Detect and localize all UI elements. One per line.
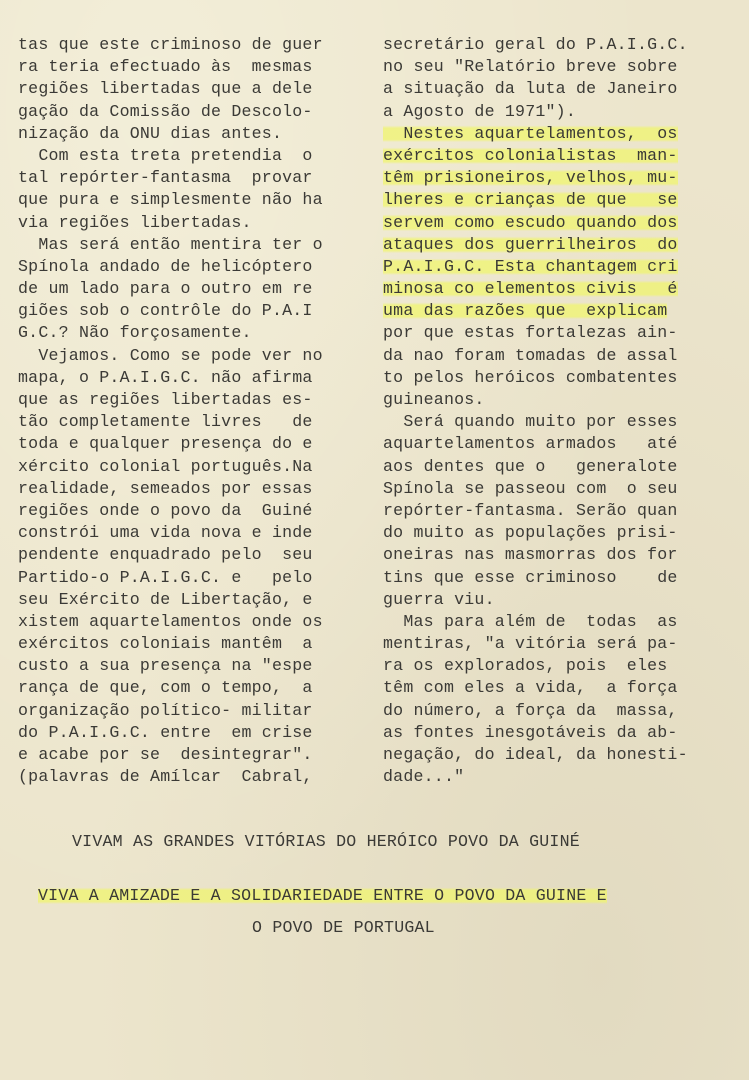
left-column-line — [18, 766, 368, 788]
left-column-line — [18, 456, 368, 478]
left-column-line — [18, 700, 368, 722]
left-column-line — [18, 56, 368, 78]
left-text-column — [18, 34, 368, 788]
left-column-line — [18, 300, 368, 322]
right-column-line-text: guerra viu. — [383, 589, 495, 609]
right-column-line-text: no seu "Relatório breve sobre — [383, 57, 678, 77]
left-column-line — [18, 167, 368, 189]
right-column-line-text: do muito as populações prisi- — [383, 523, 678, 543]
left-column-line — [18, 478, 368, 500]
right-column-line — [383, 522, 735, 544]
right-column-line — [383, 256, 735, 278]
right-column-line-text: ataques dos guerrilheiros do — [383, 234, 678, 254]
left-column-line-text: xército colonial português.Na — [18, 456, 313, 476]
left-column-line-text: constrói uma vida nova e inde — [18, 523, 313, 543]
left-column-line-text: gação da Comissão de Descolo- — [18, 101, 313, 121]
left-column-line-text: mapa, o P.A.I.G.C. não afirma — [18, 367, 313, 387]
right-column-line-text: repórter-fantasma. Serão quan — [383, 500, 678, 520]
left-column-line-text: ra teria efectuado às mesmas — [18, 57, 313, 77]
right-column-line — [383, 655, 735, 677]
left-column-line-text: realidade, semeados por essas — [18, 478, 313, 498]
right-column-line-text: a situação da luta de Janeiro — [383, 79, 678, 99]
right-column-line — [383, 278, 735, 300]
right-column-line-text: aquartelamentos armados até — [383, 434, 678, 454]
right-column-line-text: do número, a força da massa, — [383, 700, 678, 720]
right-column-line-text: por que estas fortalezas ain- — [383, 323, 678, 343]
left-column-line-text: xistem aquartelamentos onde os — [18, 611, 323, 631]
right-column-line-text: tins que esse criminoso de — [383, 567, 678, 587]
left-column-line-text: custo a sua presença na "espe — [18, 656, 313, 676]
right-column-line-text: Nestes aquartelamentos, os — [383, 123, 678, 143]
right-column-line — [383, 78, 735, 100]
right-column-line-text: to pelos heróicos combatentes — [383, 367, 678, 387]
left-column-line-text: tão completamente livres de — [18, 412, 313, 432]
right-column-line-text: P.A.I.G.C. Esta chantagem cri — [383, 256, 678, 276]
left-column-line — [18, 522, 368, 544]
left-column-line — [18, 611, 368, 633]
left-column-line-text: do P.A.I.G.C. entre em crise — [18, 722, 313, 742]
right-column-line-text: minosa co elementos civis é — [383, 279, 678, 299]
left-column-line-text: regiões libertadas que a dele — [18, 79, 313, 99]
left-column-line-text: seu Exército de Libertação, e — [18, 589, 313, 609]
right-column-line — [383, 56, 735, 78]
right-column-line — [383, 367, 735, 389]
left-column-line-text: Mas será então mentira ter o — [18, 234, 323, 254]
right-column-line — [383, 189, 735, 211]
left-column-line-text: Spínola andado de helicóptero — [18, 256, 313, 276]
right-column-line — [383, 544, 735, 566]
right-column-line-text: as fontes inesgotáveis da ab- — [383, 722, 678, 742]
right-column-line-text: dade..." — [383, 767, 465, 787]
left-column-line-text: tas que este criminoso de guer — [18, 35, 323, 54]
slogan-line-3: O POVO DE PORTUGAL — [252, 918, 435, 937]
left-column-line — [18, 145, 368, 167]
right-column-line-text: oneiras nas masmorras dos for — [383, 545, 678, 565]
left-column-line — [18, 367, 368, 389]
right-column-line — [383, 677, 735, 699]
right-column-line — [383, 145, 735, 167]
right-column-line-text: mentiras, "a vitória será pa- — [383, 634, 678, 654]
left-column-line — [18, 722, 368, 744]
left-column-line-text: regiões onde o povo da Guiné — [18, 500, 313, 520]
right-column-line — [383, 456, 735, 478]
right-column-line — [383, 567, 735, 589]
left-column-line-text: organização político- militar — [18, 700, 313, 720]
left-column-line — [18, 34, 368, 56]
right-column-line — [383, 500, 735, 522]
left-column-line — [18, 322, 368, 344]
right-column-line-text: lheres e crianças de que se — [383, 190, 678, 210]
left-column-line — [18, 744, 368, 766]
left-column-line-text: Vejamos. Como se pode ver no — [18, 345, 323, 365]
right-column-line — [383, 766, 735, 788]
right-column-line-text: têm com eles a vida, a força — [383, 678, 678, 698]
left-column-line — [18, 500, 368, 522]
right-column-line-text: Será quando muito por esses — [383, 412, 678, 432]
right-column-line-text: secretário geral do P.A.I.G.C. — [383, 35, 688, 54]
right-column-line — [383, 322, 735, 344]
left-column-line — [18, 655, 368, 677]
right-text-column — [383, 34, 735, 788]
right-column-line — [383, 34, 735, 56]
left-column-line-text: Partido-o P.A.I.G.C. e pelo — [18, 567, 313, 587]
right-column-line — [383, 123, 735, 145]
left-column-line-text: toda e qualquer presença do e — [18, 434, 313, 454]
left-column-line-text: e acabe por se desintegrar". — [18, 745, 313, 764]
left-column-line — [18, 234, 368, 256]
slogan-line-2 — [38, 886, 607, 905]
left-column-line-text: giões sob o contrôle do P.A.I — [18, 301, 313, 321]
right-column-line — [383, 101, 735, 123]
left-column-line — [18, 433, 368, 455]
right-column-line — [383, 478, 735, 500]
left-column-line — [18, 101, 368, 123]
left-column-line — [18, 411, 368, 433]
right-column-line-text: Mas para além de todas as — [383, 611, 678, 631]
left-column-line — [18, 633, 368, 655]
left-column-line — [18, 278, 368, 300]
right-column-line — [383, 722, 735, 744]
left-column-line — [18, 544, 368, 566]
left-column-line — [18, 345, 368, 367]
right-column-line-text: aos dentes que o generalote — [383, 456, 678, 476]
left-column-line-text: via regiões libertadas. — [18, 212, 252, 232]
left-column-line-text: (palavras de Amílcar Cabral, — [18, 767, 313, 787]
slogan-line-2-text: VIVA A AMIZADE E A SOLIDARIEDADE ENTRE O POVO DA GUINE E — [38, 886, 607, 905]
left-column-line — [18, 123, 368, 145]
right-column-line — [383, 433, 735, 455]
right-column-line — [383, 633, 735, 655]
right-column-line — [383, 411, 735, 433]
right-column-line — [383, 700, 735, 722]
right-column-line-text: negação, do ideal, da honesti- — [383, 745, 688, 764]
right-column-line-text: Spínola se passeou com o seu — [383, 478, 678, 498]
right-column-line-text: exércitos colonialistas man- — [383, 145, 678, 165]
left-column-line — [18, 677, 368, 699]
right-column-line-text: a Agosto de 1971"). — [383, 101, 576, 121]
right-column-line — [383, 167, 735, 189]
right-column-line-text: da nao foram tomadas de assal — [383, 345, 678, 365]
right-column-line — [383, 212, 735, 234]
right-column-line — [383, 389, 735, 411]
right-column-line — [383, 611, 735, 633]
right-column-line — [383, 345, 735, 367]
left-column-line — [18, 78, 368, 100]
left-column-line-text: pendente enquadrado pelo seu — [18, 545, 313, 565]
right-column-line — [383, 234, 735, 256]
left-column-line-text: exércitos coloniais mantêm a — [18, 634, 313, 654]
slogan-line-1: VIVAM AS GRANDES VITÓRIAS DO HERÓICO POVO DA GUINÉ — [72, 832, 580, 851]
right-column-line-text: guineanos. — [383, 390, 485, 409]
left-column-line-text: nização da ONU dias antes. — [18, 123, 283, 143]
right-column-line-text: têm prisioneiros, velhos, mu- — [383, 168, 678, 188]
left-column-line-text: rança de que, com o tempo, a — [18, 678, 313, 698]
left-column-line — [18, 589, 368, 611]
left-column-line — [18, 212, 368, 234]
left-column-line-text: que as regiões libertadas es- — [18, 390, 313, 409]
left-column-line-text: de um lado para o outro em re — [18, 279, 313, 299]
right-column-line — [383, 589, 735, 611]
left-column-line-text: tal repórter-fantasma provar — [18, 168, 313, 188]
left-column-line — [18, 256, 368, 278]
right-column-line-text: ra os explorados, pois eles — [383, 656, 668, 676]
right-column-line-text: uma das razões que explicam — [383, 301, 668, 321]
left-column-line — [18, 567, 368, 589]
right-column-line — [383, 744, 735, 766]
left-column-line — [18, 189, 368, 211]
left-column-line-text: G.C.? Não forçosamente. — [18, 323, 252, 343]
left-column-line — [18, 389, 368, 411]
left-column-line-text: que pura e simplesmente não ha — [18, 190, 323, 210]
left-column-line-text: Com esta treta pretendia o — [18, 145, 313, 165]
right-column-line — [383, 300, 735, 322]
right-column-line-text: servem como escudo quando dos — [383, 212, 678, 232]
